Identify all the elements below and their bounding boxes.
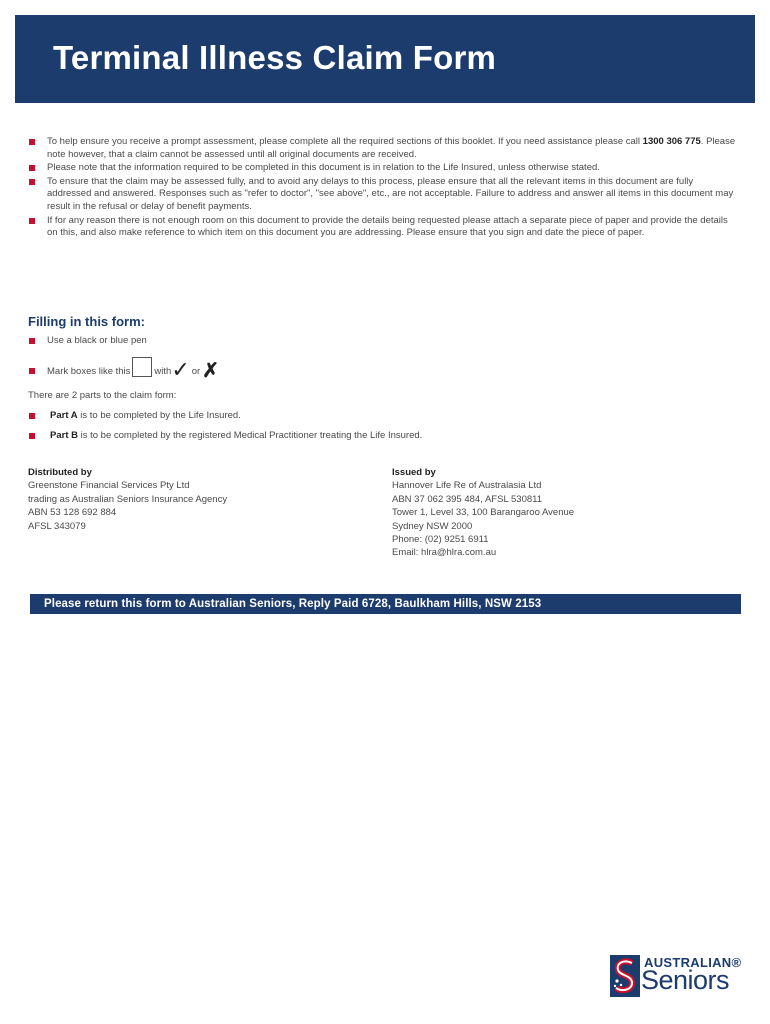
intro-bullet-4: If for any reason there is not enough room on this document to provide the details being requested please attach a separate piece of paper and provide the details on this, and also make reference to which item on this document you are addressing. Please ensure that you sign and date the piece of paper. [28, 215, 738, 240]
tick-icon: ✓ [171, 357, 190, 382]
intro-bullet-1: To help ensure you receive a prompt assessment, please complete all the required sections of this booklet. If you need assistance please call 1300 306 775. Please note however, that a claim cannot be assessed until all original documents are received. [28, 136, 738, 161]
australian-seniors-logo: AUSTRALIAN® Seniors [610, 953, 745, 999]
logo-emblem-icon [610, 955, 640, 997]
issued-by-title: Issued by [392, 467, 436, 478]
title-banner [15, 15, 755, 103]
example-checkbox [132, 357, 152, 377]
bullet-square-icon [29, 338, 35, 344]
mark-instruction: Mark boxes like this with✓ or ✗ [28, 357, 219, 383]
bullet-square-icon [29, 433, 35, 439]
filling-heading: Filling in this form: [28, 314, 145, 329]
phone-number: 1300 306 775 [642, 136, 701, 147]
distributed-line: ABN 53 128 692 884 [28, 507, 117, 519]
distributed-by-block [28, 466, 227, 533]
pen-instruction: Use a black or blue pen [28, 335, 147, 346]
issued-line: Tower 1, Level 33, 100 Barangaroo Avenue [392, 507, 575, 519]
issued-line: Hannover Life Re of Australasia Ltd [392, 480, 542, 492]
part-a-line: Part A is to be completed by the Life Insured. [28, 410, 241, 421]
issued-line: Phone: (02) 9251 6911 [392, 534, 489, 546]
intro-bullet-3: To ensure that the claim may be assessed fully, and to avoid any delays to this process, please ensure that all the relevant items in this document are fully addressed and answered. Responses such as "refer to doctor", "see above", etc., are not acceptable. Failure to address and answer all items in this document may result in the refusal or delay of benefit payments. [28, 176, 738, 214]
issued-email: Email: hlra@hlra.com.au [392, 547, 497, 559]
bullet-square-icon [29, 218, 35, 224]
part-b-line: Part B is to be completed by the registered Medical Practitioner treating the Life Insured. [28, 430, 422, 441]
parts-intro: There are 2 parts to the claim form: [28, 390, 177, 401]
bullet-square-icon [29, 179, 35, 185]
issued-line: Sydney NSW 2000 [392, 520, 473, 532]
distributed-line: trading as Australian Seniors Insurance Agency [28, 493, 228, 505]
distributed-line: Greenstone Financial Services Pty Ltd [28, 480, 190, 492]
cross-icon: ✗ [202, 360, 219, 382]
intro-list [28, 136, 738, 241]
intro-bullet-2: Please note that the information required to be completed in this document is in relation to the Life Insured, unless otherwise stated. [28, 162, 738, 175]
distributed-by-title: Distributed by [28, 467, 92, 478]
bullet-square-icon [29, 413, 35, 419]
bullet-square-icon [29, 165, 35, 171]
issued-line: ABN 37 062 395 484, AFSL 530811 [392, 493, 543, 505]
distributed-line: AFSL 343079 [28, 520, 86, 532]
bullet-square-icon [29, 139, 35, 145]
page-title: Terminal Illness Claim Form [53, 39, 497, 76]
return-address-bar: Please return this form to Australian Seniors, Reply Paid 6728, Baulkham Hills, NSW 2153 [30, 594, 741, 614]
bullet-square-icon [29, 368, 35, 374]
issued-by-block [392, 466, 574, 560]
